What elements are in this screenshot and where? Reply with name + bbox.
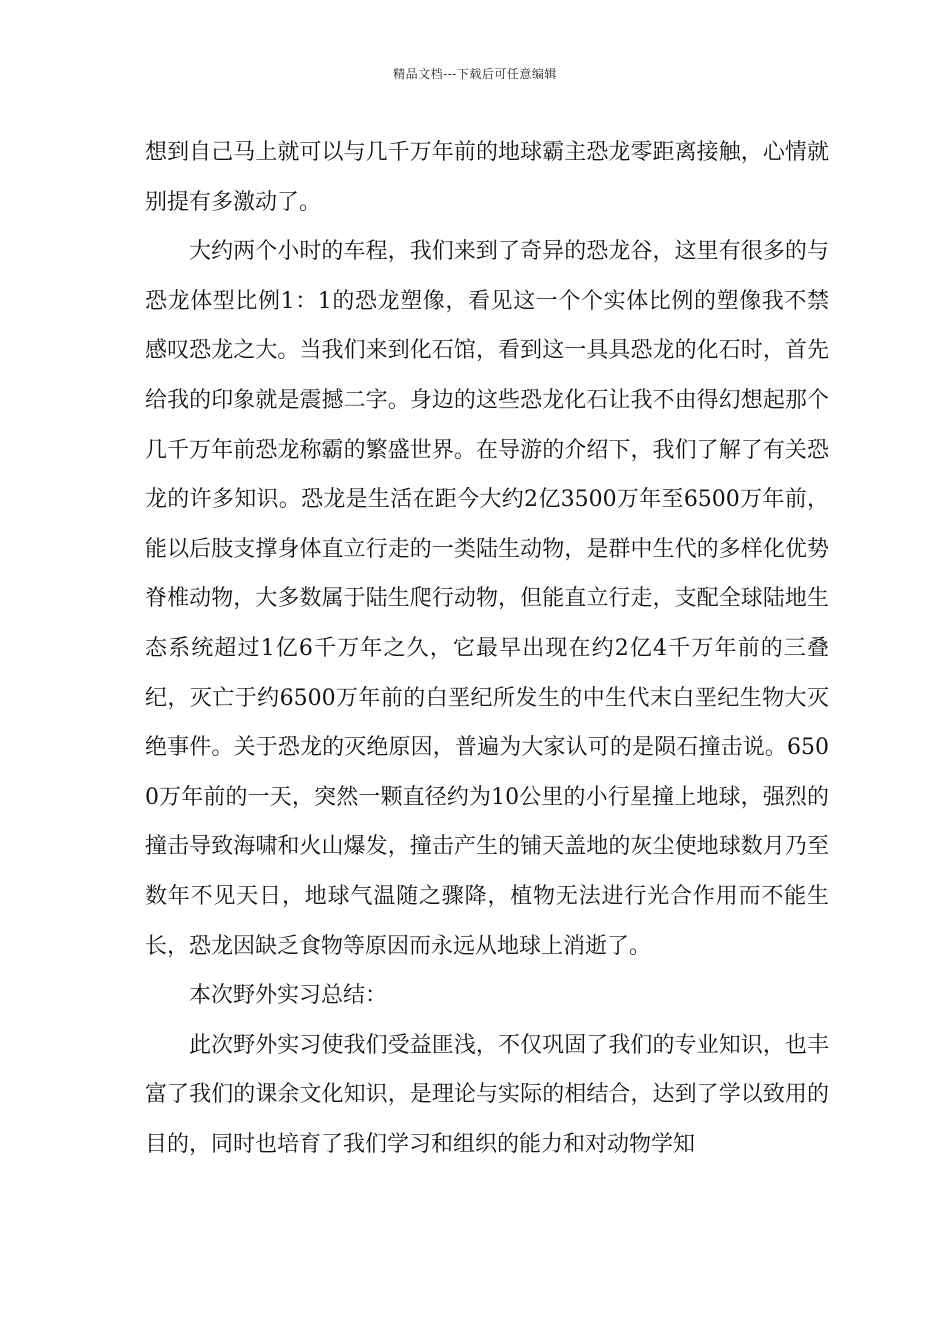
page-header: 精品文档---下载后可任意编辑 xyxy=(393,67,557,81)
document-body xyxy=(145,128,829,1169)
paragraph-continuation: 想到自己马上就可以与几千万年前的地球霸主恐龙零距离接触，心情就别提有多激动了。 xyxy=(145,140,829,215)
paragraph-dinosaur-valley: 大约两个小时的车程，我们来到了奇异的恐龙谷，这里有很多的与恐龙体型比例1：1的恐龙塑像，看见这一个个实体比例的塑像我不禁感叹恐龙之大。当我们来到化石馆，看到这一具具恐龙的化石时，首先给我的印象就是震撼二字。身边的这些恐龙化石让我不由得幻想起那个几千万年前恐龙称霸的繁盛世界。在导游的介绍下，我们了解了有关恐龙的许多知识。恐龙是生活在距今大约2亿3500万年至6500万年前，能以后肢支撑身体直立行走的一类陆生动物，是群中生代的多样化优势脊椎动物，大多数属于陆生爬行动物，但能直立行走，支配全球陆地生态系统超过1亿6千万年之久，它最早出现在约2亿4千万年前的三叠纪，灭亡于约6500万年前的白垩纪所发生的中生代末白垩纪生物大灭绝事件。关于恐龙的灭绝原因，普遍为大家认可的是陨石撞击说。6500万年前的一天，突然一颗直径约为10公里的小行星撞上地球，强烈的撞击导致海啸和火山爆发，撞击产生的铺天盖地的灰尘使地球数月乃至数年不见天日，地球气温随之骤降，植物无法进行光合作用而不能生长，恐龙因缺乏食物等原因而永远从地球上消逝了。 xyxy=(145,239,829,959)
section-heading-summary: 本次野外实习总结： xyxy=(189,983,388,1009)
paragraph-summary: 此次野外实习使我们受益匪浅，不仅巩固了我们的专业知识，也丰富了我们的课余文化知识，是理论与实际的相结合，达到了学以致用的目的，同时也培育了我们学习和组织的能力和对动物学知 xyxy=(145,1032,829,1157)
